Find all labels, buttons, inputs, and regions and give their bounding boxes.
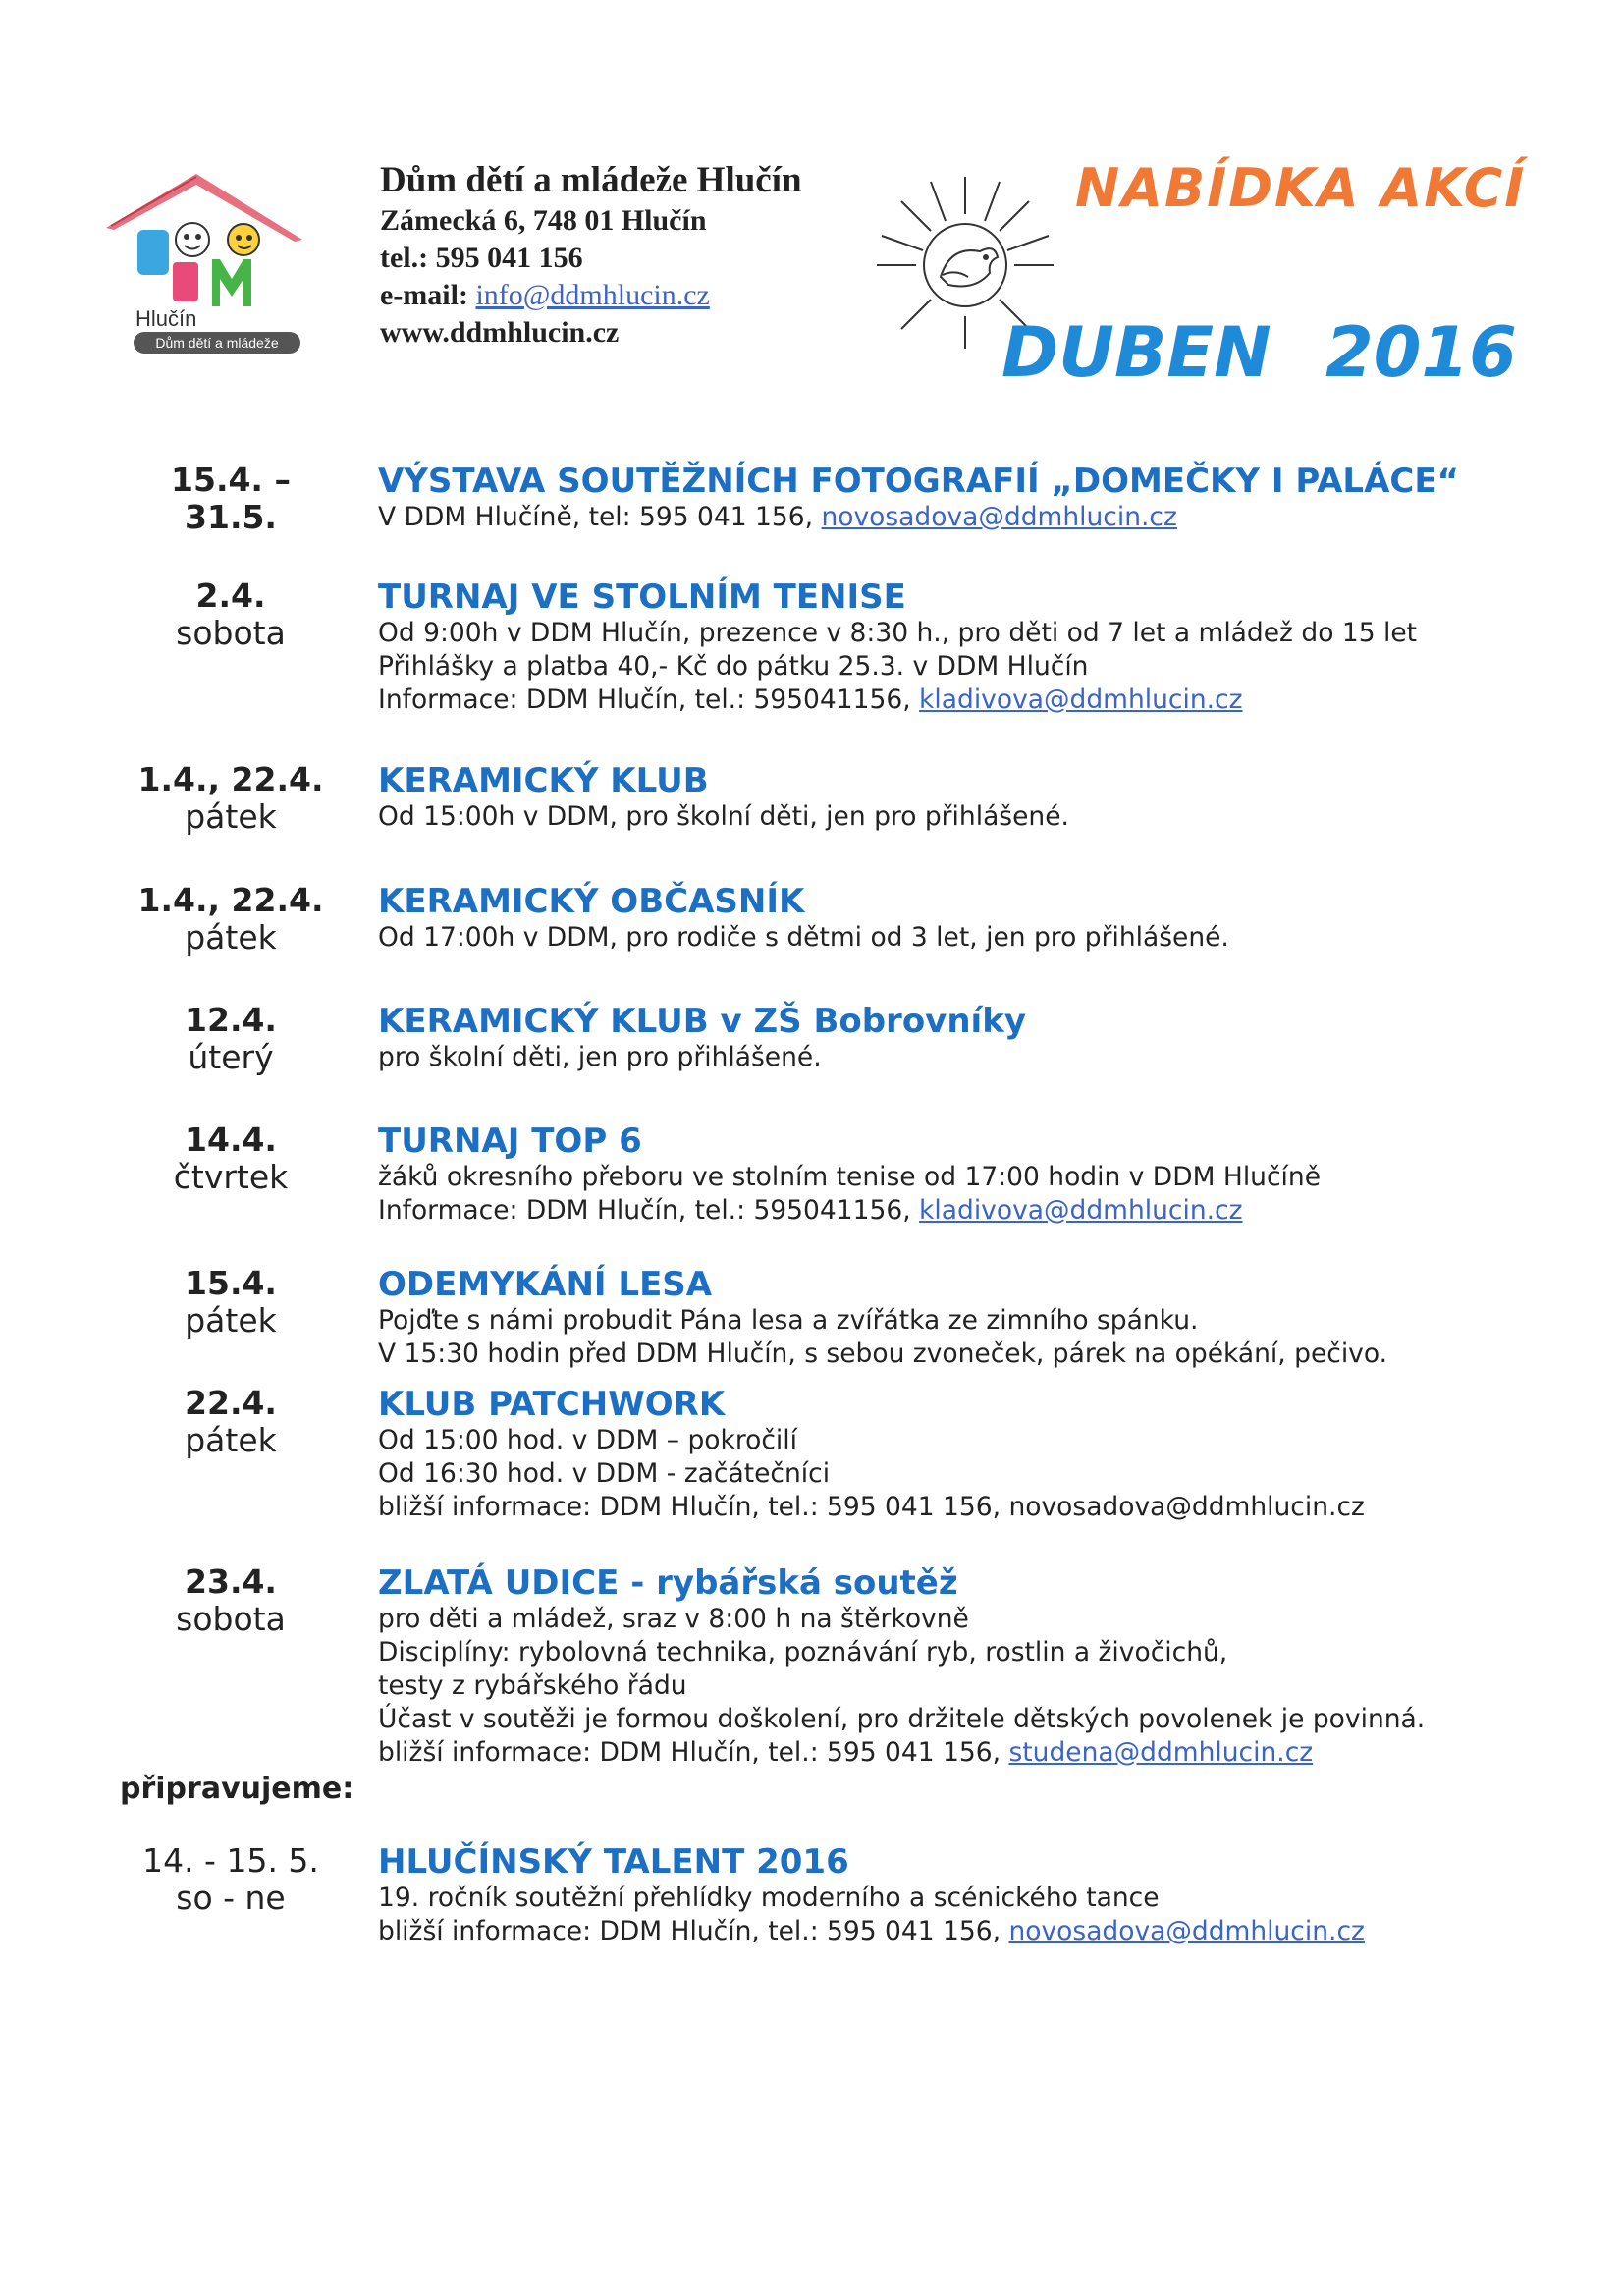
event-date-primary: 1.4., 22.4. [137, 881, 324, 919]
event-email-link[interactable]: studena@ddmhlucin.cz [1008, 1737, 1314, 1768]
event-desc-line: testy z rybářského řádu [378, 1670, 687, 1701]
org-phone: tel.: 595 041 156 [380, 242, 583, 274]
event-date-primary: 15.4. – [171, 461, 291, 499]
org-name: Dům dětí a mládeže Hlučín [380, 160, 802, 200]
month-title: DUBEN [1001, 312, 1271, 393]
event-date-secondary: sobota [176, 1600, 286, 1638]
event-desc-line: Informace: DDM Hlučín, tel.: 595041156, kladivova@ddmhlucin.cz [378, 1195, 1243, 1226]
event-date-primary: 1.4., 22.4. [137, 760, 324, 798]
event-email-link[interactable]: novosadova@ddmhlucin.cz [821, 502, 1177, 532]
event-desc-line: Od 9:00h v DDM Hlučín, prezence v 8:30 h., pro děti od 7 let a mládež do 15 let [378, 618, 1418, 648]
event-title: ODEMYKÁNÍ LESA [378, 1265, 713, 1304]
logo-sub-text: Dům dětí a mládeže [155, 335, 279, 351]
event-date-secondary: pátek [185, 1421, 277, 1459]
event-date [118, 1002, 344, 1076]
event-date-secondary: úterý [188, 1038, 274, 1076]
event-desc-line: Přihlášky a platba 40,- Kč do pátku 25.3. v DDM Hlučín [378, 651, 1089, 682]
offer-title: NABÍDKA AKCÍ [1075, 157, 1527, 219]
event-desc-line: bližší informace: DDM Hlučín, tel.: 595 041 156, novosadova@ddmhlucin.cz [378, 1916, 1365, 1946]
event-date [118, 1385, 344, 1459]
event-date-secondary: 31.5. [185, 498, 277, 536]
org-address: Zámecká 6, 748 01 Hlučín [380, 204, 707, 237]
event-date [118, 882, 344, 957]
event-date [118, 1563, 344, 1638]
event-date-secondary: pátek [185, 1301, 277, 1339]
event-desc-line: Informace: DDM Hlučín, tel.: 595041156, kladivova@ddmhlucin.cz [378, 684, 1243, 715]
event-date [118, 1265, 344, 1339]
event-date [118, 1121, 344, 1196]
event-title: TURNAJ TOP 6 [378, 1121, 642, 1161]
event-desc-line: Účast v soutěži je formou doškolení, pro držitele dětských povolenek je povinná. [378, 1704, 1426, 1734]
event-date [118, 1842, 344, 1917]
event-date-primary: 14. - 15. 5. [142, 1841, 319, 1880]
event-title: TURNAJ VE STOLNÍM TENISE [378, 577, 906, 617]
event-email-link[interactable]: kladivova@ddmhlucin.cz [919, 684, 1243, 715]
event-title: KERAMICKÝ OBČASNÍK [378, 882, 805, 921]
event-title: KERAMICKÝ KLUB [378, 761, 709, 800]
event-date-primary: 2.4. [195, 576, 266, 615]
event-title: ZLATÁ UDICE - rybářská soutěž [378, 1563, 958, 1603]
event-desc-line: žáků okresního přeboru ve stolním tenise od 17:00 hodin v DDM Hlučíně [378, 1162, 1322, 1192]
event-desc-line: Disciplíny: rybolovná technika, poznávání ryb, rostlin a živočichů, [378, 1637, 1228, 1667]
logo-hlucin-text: Hlučín [135, 306, 197, 331]
event-desc-line: Od 15:00h v DDM, pro školní děti, jen pro přihlášené. [378, 801, 1069, 832]
event-date [118, 462, 344, 536]
event-desc-line: pro děti a mládež, sraz v 8:00 h na štěrkovně [378, 1604, 969, 1634]
event-title: KLUB PATCHWORK [378, 1385, 726, 1424]
event-date-secondary: pátek [185, 797, 277, 836]
event-date-secondary: so - ne [176, 1879, 286, 1917]
year-title: 2016 [1325, 312, 1517, 393]
event-desc-line: Pojďte s námi probudit Pána lesa a zvířátka ze zimního spánku. [378, 1305, 1199, 1336]
event-date-primary: 14.4. [185, 1121, 277, 1159]
event-title: HLUČÍNSKÝ TALENT 2016 [378, 1842, 849, 1882]
event-desc-line: V DDM Hlučíně, tel: 595 041 156, novosadova@ddmhlucin.cz [378, 502, 1177, 532]
event-email-link[interactable]: kladivova@ddmhlucin.cz [919, 1195, 1243, 1226]
event-title: VÝSTAVA SOUTĚŽNÍCH FOTOGRAFIÍ „DOMEČKY I PALÁCE“ [378, 462, 1459, 501]
event-date-secondary: sobota [176, 614, 286, 652]
event-date [118, 577, 344, 652]
event-desc-line: bližší informace: DDM Hlučín, tel.: 595 041 156, novosadova@ddmhlucin.cz [378, 1492, 1365, 1522]
event-date-primary: 15.4. [185, 1264, 277, 1302]
upcoming-label: připravujeme: [120, 1772, 354, 1806]
org-web: www.ddmhlucin.cz [380, 316, 620, 349]
org-email-label: e-mail: [380, 279, 468, 311]
event-desc-line: Od 16:30 hod. v DDM - začátečníci [378, 1458, 831, 1489]
event-date-primary: 22.4. [185, 1384, 277, 1422]
event-title: KERAMICKÝ KLUB v ZŠ Bobrovníky [378, 1002, 1026, 1041]
org-email-link[interactable]: info@ddmhlucin.cz [475, 279, 710, 311]
event-desc-line: Od 15:00 hod. v DDM – pokročilí [378, 1425, 798, 1455]
event-desc-line: 19. ročník soutěžní přehlídky moderního a scénického tance [378, 1883, 1160, 1913]
event-date [118, 761, 344, 836]
event-desc-line: bližší informace: DDM Hlučín, tel.: 595 041 156, studena@ddmhlucin.cz [378, 1737, 1314, 1768]
event-email-link[interactable]: novosadova@ddmhlucin.cz [1008, 1916, 1365, 1946]
event-date-primary: 23.4. [185, 1562, 277, 1601]
event-date-primary: 12.4. [185, 1001, 277, 1039]
event-date-secondary: čtvrtek [173, 1158, 289, 1196]
org-info [380, 159, 802, 352]
event-date-secondary: pátek [185, 918, 277, 957]
org-email-row [380, 277, 802, 314]
event-desc-line: V 15:30 hodin před DDM Hlučín, s sebou zvoneček, párek na opékání, pečivo. [378, 1339, 1388, 1369]
event-desc-line: Od 17:00h v DDM, pro rodiče s dětmi od 3 let, jen pro přihlášené. [378, 922, 1229, 953]
event-desc-line: pro školní děti, jen pro přihlášené. [378, 1042, 822, 1072]
ddm-logo [106, 169, 302, 355]
